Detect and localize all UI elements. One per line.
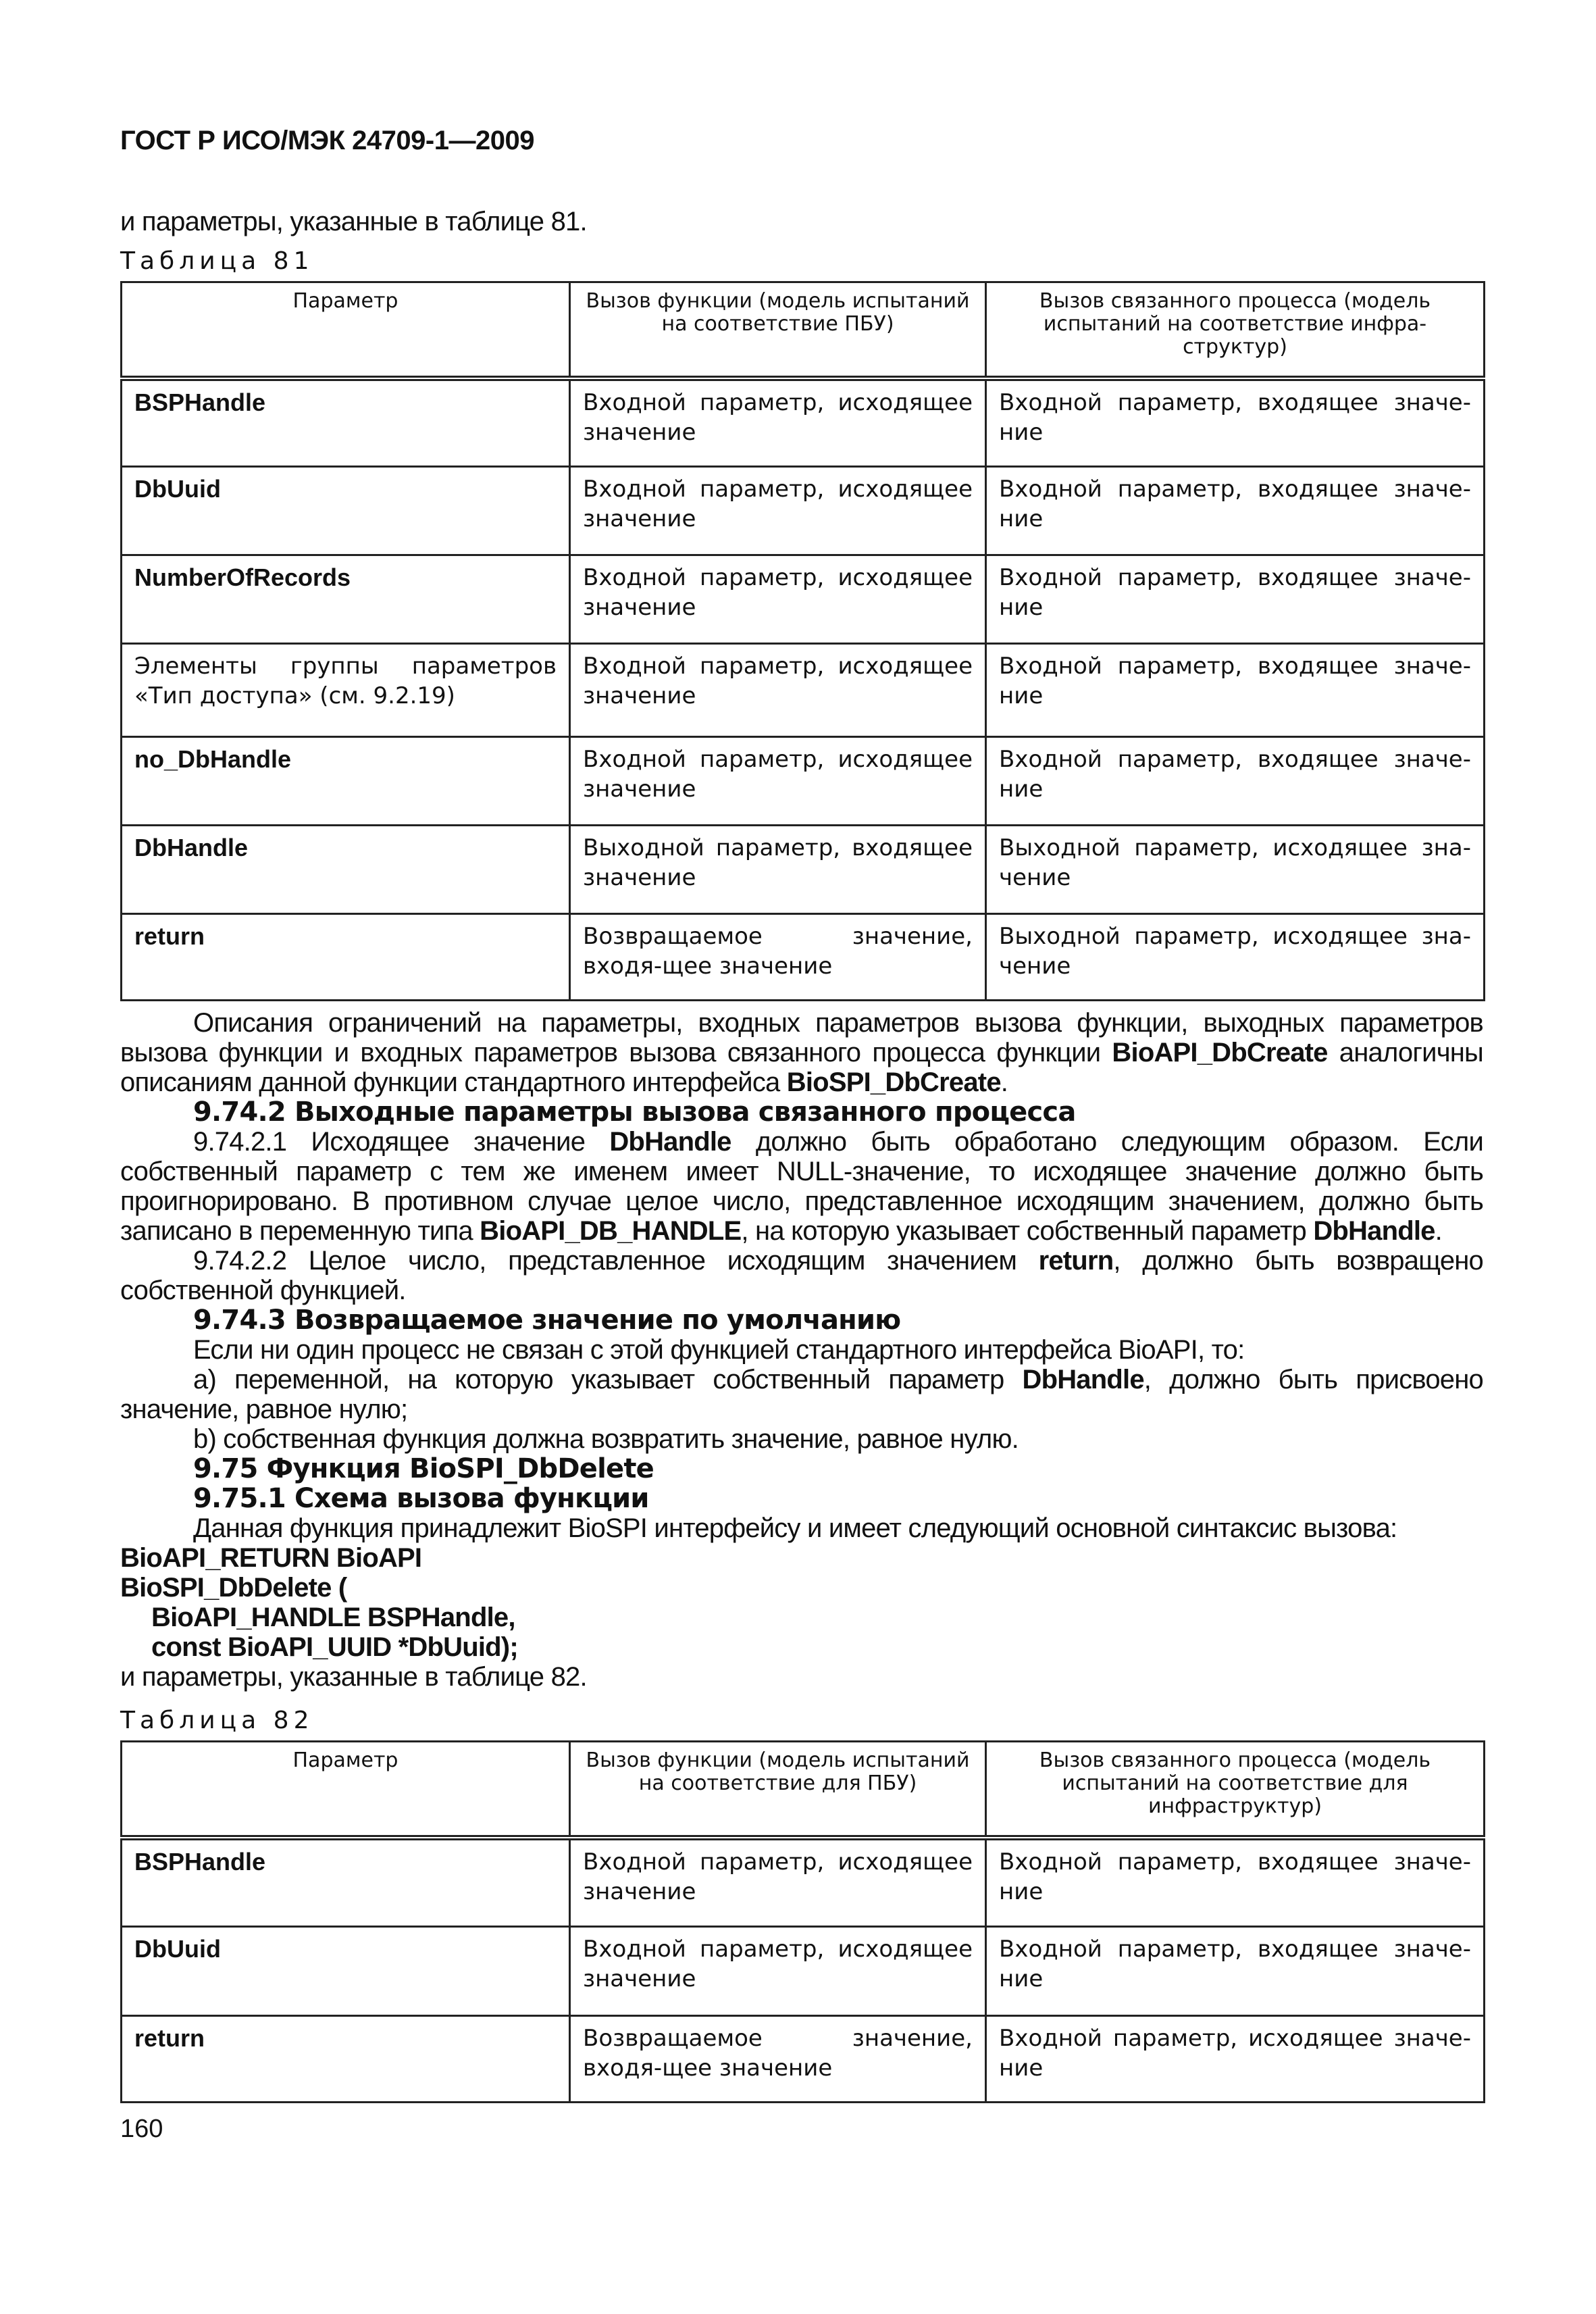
section-heading-9-75-1: 9.75.1 Схема вызова функции	[193, 1483, 649, 1514]
cell-call: Возвращаемое значение, входя-щее значение	[570, 2016, 986, 2103]
cell-call: Входной параметр, исходящее значение	[570, 1838, 986, 1927]
syntax-line: const BioAPI_UUID *DbUuid);	[151, 1632, 518, 1662]
paragraph-9-74-2-1: 9.74.2.1 Исходящее значение DbHandle должно быть обработано следующим образом. Если собственный параметр с тем же именем имеет NULL-значение, то исходящее значение должно быть проигнорировано. В противном случае целое число, представленное исходящим значением, должно быть записано в переменную типа BioAPI_DB_HANDLE, на которую указывает собственный параметр DbHandle.	[120, 1127, 1483, 1246]
table81-header-param: Параметр	[122, 282, 570, 378]
syntax-line: BioAPI_HANDLE BSPHandle,	[151, 1603, 515, 1632]
table-row	[122, 914, 1485, 1001]
param-name: DbHandle	[122, 826, 570, 914]
table81-header-call: Вызов функции (модель испытаний на соответствие ПБУ)	[570, 282, 986, 378]
table82-header-call: Вызов функции (модель испытаний на соответствие для ПБУ)	[570, 1742, 986, 1838]
cell-process: Входной параметр, входящее значе-ние	[986, 555, 1485, 644]
cell-process: Входной параметр, входящее значе-ние	[986, 467, 1485, 555]
cell-call: Входной параметр, исходящее значение	[570, 644, 986, 737]
paragraph-descriptions: Описания ограничений на параметры, входных параметров вызова функции, выходных параметров вызова функции и входных параметров вызова связанного процесса функции BioAPI_DbCreate аналогичны описаниям данной функции стандартного интерфейса BioSPI_DbCreate.	[120, 1008, 1483, 1097]
cell-call: Входной параметр, исходящее значение	[570, 467, 986, 555]
cell-call: Выходной параметр, входящее значение	[570, 826, 986, 914]
paragraph-no-process: Если ни один процесс не связан с этой функцией стандартного интерфейса BioAPI, то:	[193, 1335, 1245, 1365]
table-row	[122, 467, 1485, 555]
cell-process: Входной параметр, входящее значе-ние	[986, 378, 1485, 467]
paragraph-syntax-intro: Данная функция принадлежит BioSPI интерфейсу и имеет следующий основной синтаксис вызова:	[193, 1513, 1397, 1543]
cell-process: Входной параметр, входящее значе-ние	[986, 1838, 1485, 1927]
table-row	[122, 378, 1485, 467]
param-name: return	[122, 914, 570, 1001]
table-row	[122, 644, 1485, 737]
cell-process: Входной параметр, входящее значе-ние	[986, 644, 1485, 737]
cell-call: Входной параметр, исходящее значение	[570, 378, 986, 467]
table-row	[122, 826, 1485, 914]
section-heading-9-74-2: 9.74.2 Выходные параметры вызова связанного процесса	[193, 1097, 1076, 1128]
cell-process: Выходной параметр, исходящее зна-чение	[986, 826, 1485, 914]
cell-process: Входной параметр, входящее значе-ние	[986, 737, 1485, 826]
page-number: 160	[120, 2115, 163, 2143]
param-name: Элементы группы параметров «Тип доступа» (см. 9.2.19)	[122, 644, 570, 737]
section-heading-9-74-3: 9.74.3 Возвращаемое значение по умолчанию	[193, 1305, 901, 1336]
list-item-a: а) переменной, на которую указывает собственный параметр DbHandle, должно быть присвоено значение, равное нулю;	[120, 1365, 1483, 1424]
table82-intro: и параметры, указанные в таблице 82.	[120, 1662, 587, 1692]
cell-process: Выходной параметр, исходящее зна-чение	[986, 914, 1485, 1001]
paragraph-9-74-2-2: 9.74.2.2 Целое число, представленное исходящим значением return, должно быть возвращено собственной функцией.	[120, 1246, 1483, 1305]
cell-call: Входной параметр, исходящее значение	[570, 555, 986, 644]
syntax-line: BioAPI_RETURN BioAPI	[120, 1543, 422, 1573]
table81-caption: Таблица 81	[120, 247, 314, 275]
table-row	[122, 2016, 1485, 2103]
table82-header-param: Параметр	[122, 1742, 570, 1838]
param-name: return	[122, 2016, 570, 2103]
table82-header-process: Вызов связанного процесса (модель испытаний на соответствие для инфраструктур)	[986, 1742, 1485, 1838]
param-name: BSPHandle	[122, 378, 570, 467]
param-name: NumberOfRecords	[122, 555, 570, 644]
list-item-b: b) собственная функция должна возвратить значение, равное нулю.	[193, 1424, 1019, 1454]
table81-header-process: Вызов связанного процесса (модель испытаний на соответствие инфра-структур)	[986, 282, 1485, 378]
cell-call: Входной параметр, исходящее значение	[570, 1927, 986, 2016]
cell-call: Входной параметр, исходящее значение	[570, 737, 986, 826]
param-name: BSPHandle	[122, 1838, 570, 1927]
table-81	[120, 281, 1485, 1001]
cell-call: Возвращаемое значение, входя-щее значение	[570, 914, 986, 1001]
table-row	[122, 1838, 1485, 1927]
syntax-line: BioSPI_DbDelete (	[120, 1573, 347, 1603]
table81-intro: и параметры, указанные в таблице 81.	[120, 207, 587, 236]
cell-process: Входной параметр, входящее значе-ние	[986, 1927, 1485, 2016]
table-row	[122, 555, 1485, 644]
table-82	[120, 1740, 1485, 2103]
table82-caption: Таблица 82	[120, 1707, 314, 1734]
section-heading-9-75: 9.75 Функция BioSPI_DbDelete	[193, 1453, 654, 1484]
table-row	[122, 737, 1485, 826]
param-name: DbUuid	[122, 467, 570, 555]
cell-process: Входной параметр, исходящее значе-ние	[986, 2016, 1485, 2103]
table-row	[122, 1927, 1485, 2016]
param-name: no_DbHandle	[122, 737, 570, 826]
document-header: ГОСТ Р ИСО/МЭК 24709-1—2009	[120, 126, 534, 155]
param-name: DbUuid	[122, 1927, 570, 2016]
